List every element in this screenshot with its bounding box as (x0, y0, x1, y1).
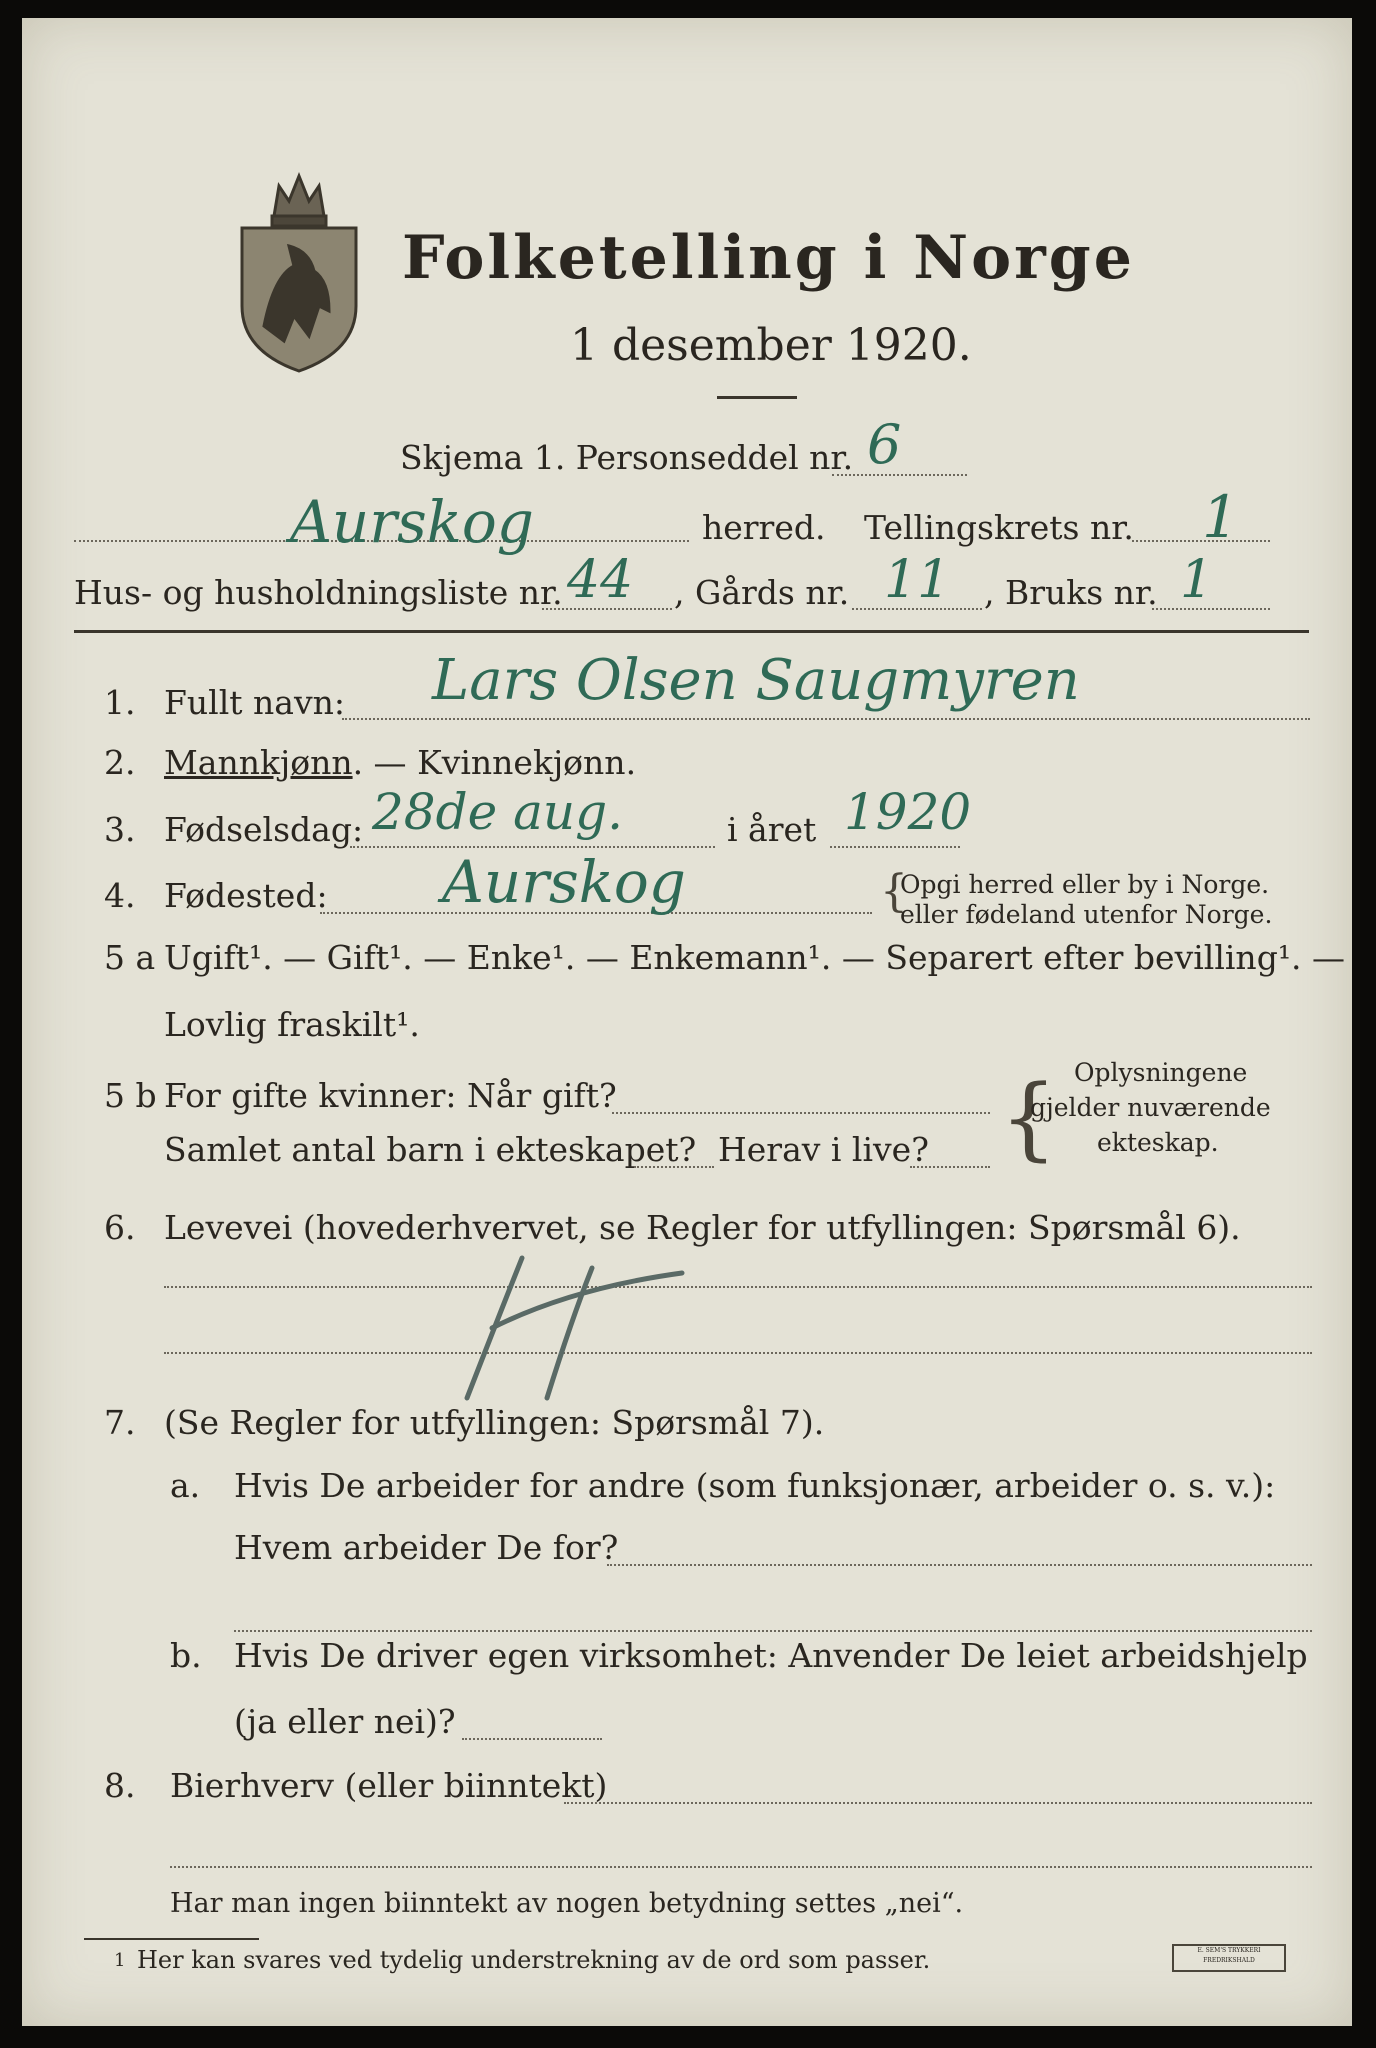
page-title: Folketelling i Norge (402, 223, 1135, 293)
q6-label: Levevei (hovederhvervet, se Regler for utfyllingen: Spørsmål 6). (164, 1208, 1241, 1247)
q7b-letter: b. (170, 1636, 202, 1675)
bruks-value[interactable]: 1 (1180, 550, 1214, 610)
q2-number: 2. (104, 743, 136, 782)
coat-of-arms-icon (234, 166, 364, 376)
q5b-married-line (612, 1112, 990, 1114)
q6-occupation-mark[interactable] (452, 1248, 692, 1408)
q1-number: 1. (104, 683, 136, 722)
schema-label: Skjema 1. Personseddel nr. (400, 438, 854, 477)
header-divider (74, 630, 1309, 633)
q7-number: 7. (104, 1403, 136, 1442)
q5b-number: 5 b (104, 1076, 157, 1115)
q7a-answer-line2 (234, 1630, 1312, 1632)
tellingskrets-line (1132, 540, 1270, 542)
q5b-children-label: Samlet antal barn i ekteskapet? (164, 1130, 697, 1169)
tellingskrets-value[interactable]: 1 (1202, 483, 1239, 551)
q5a-number: 5 a (104, 938, 156, 977)
title-divider (717, 396, 797, 399)
q8-number: 8. (104, 1766, 136, 1805)
q3-year-value[interactable]: 1920 (844, 783, 972, 841)
q5a-line2[interactable]: Lovlig fraskilt¹. (164, 1005, 420, 1044)
q8-line1 (564, 1802, 1312, 1804)
q2-sex-options (164, 743, 636, 782)
q5b-note-line1: Oplysningene (1074, 1058, 1248, 1087)
q1-full-name-value[interactable]: Lars Olsen Saugmyren (432, 648, 1080, 713)
q2-female-option[interactable]: Kvinnekjønn (417, 743, 626, 782)
q5a-marital-options[interactable]: Ugift¹. — Gift¹. — Enke¹. — Enkemann¹. — Separert efter bevilling¹. — (164, 938, 1346, 977)
census-date: 1 desember 1920. (570, 320, 972, 371)
q5b-alive-label: Herav i live? (718, 1130, 929, 1169)
gards-label: , Gårds nr. (674, 573, 850, 612)
q5b-note-line2 (1030, 1093, 1271, 1122)
footnote-text: Her kan svares ved tydelig understrekning av de ord som passer. (137, 1946, 931, 1974)
q4-label: Fødested: (164, 876, 328, 915)
q5b-note-line3: ekteskap. (1097, 1128, 1219, 1157)
q5b-brace: { (1000, 1066, 1058, 1171)
q3-label: Fødselsdag: (164, 810, 364, 849)
q4-note-line2: eller fødeland utenfor Norge. (900, 900, 1273, 929)
q6-line1 (164, 1286, 1312, 1288)
herred-value[interactable]: Aurskog (290, 488, 534, 556)
q4-brace: { (880, 866, 908, 917)
hus-value[interactable]: 44 (567, 550, 634, 610)
q3-number: 3. (104, 810, 136, 849)
schema-value[interactable]: 6 (867, 413, 902, 476)
q2-separator: . — (352, 743, 418, 782)
q7a-answer-line (607, 1564, 1312, 1566)
q6-number: 6. (104, 1208, 136, 1247)
q8-line2 (170, 1866, 1312, 1868)
q3-year-label: i året (727, 810, 817, 849)
q5b-alive-line (910, 1166, 990, 1168)
footer-note: Har man ingen biinntekt av nogen betydning settes „nei“. (170, 1888, 964, 1919)
q5b-children-line (634, 1166, 714, 1168)
q2-male-option[interactable]: Mannkjønn (164, 743, 353, 782)
herred-label: herred. (702, 508, 826, 547)
census-form-sheet (22, 18, 1352, 2026)
q1-label: Fullt navn: (164, 683, 345, 722)
q5b-married-label: For gifte kvinner: Når gift? (164, 1076, 617, 1115)
q7a-letter: a. (170, 1466, 201, 1505)
q1-line (342, 718, 1310, 720)
q4-birthplace-value[interactable]: Aurskog (442, 848, 686, 916)
q5b-note-line2-text: gjelder nuværende (1030, 1093, 1271, 1122)
q3-birthday-value[interactable]: 28de aug. (372, 783, 624, 841)
q7b-answer-line (462, 1738, 602, 1740)
q8-label: Bierhverv (eller biinntekt) (170, 1766, 608, 1805)
q3-year-line (830, 846, 960, 848)
gards-value[interactable]: 11 (884, 550, 951, 610)
q6-line2 (164, 1352, 1312, 1354)
printer-stamp: E. SEM'S TRYKKERI FREDRIKSHALD (1172, 1944, 1286, 1972)
q4-number: 4. (104, 876, 136, 915)
q7a-line2: Hvem arbeider De for? (234, 1528, 619, 1567)
q7-label: (Se Regler for utfyllingen: Spørsmål 7). (164, 1403, 825, 1442)
hus-label: Hus- og husholdningsliste nr. (74, 573, 563, 612)
q2-end: . (625, 743, 637, 782)
footnote-number: 1 (114, 1950, 126, 1971)
tellingskrets-label: Tellingskrets nr. (864, 508, 1134, 547)
q7b-line2: (ja eller nei)? (234, 1702, 456, 1741)
bruks-label: , Bruks nr. (984, 573, 1158, 612)
q7a-line1: Hvis De arbeider for andre (som funksjonær, arbeider o. s. v.): (234, 1466, 1276, 1505)
q7b-line1: Hvis De driver egen virksomhet: Anvender De leiet arbeidshjelp (234, 1636, 1308, 1675)
q4-note-line1: Opgi herred eller by i Norge. (900, 870, 1270, 899)
footnote-divider (84, 1938, 259, 1940)
